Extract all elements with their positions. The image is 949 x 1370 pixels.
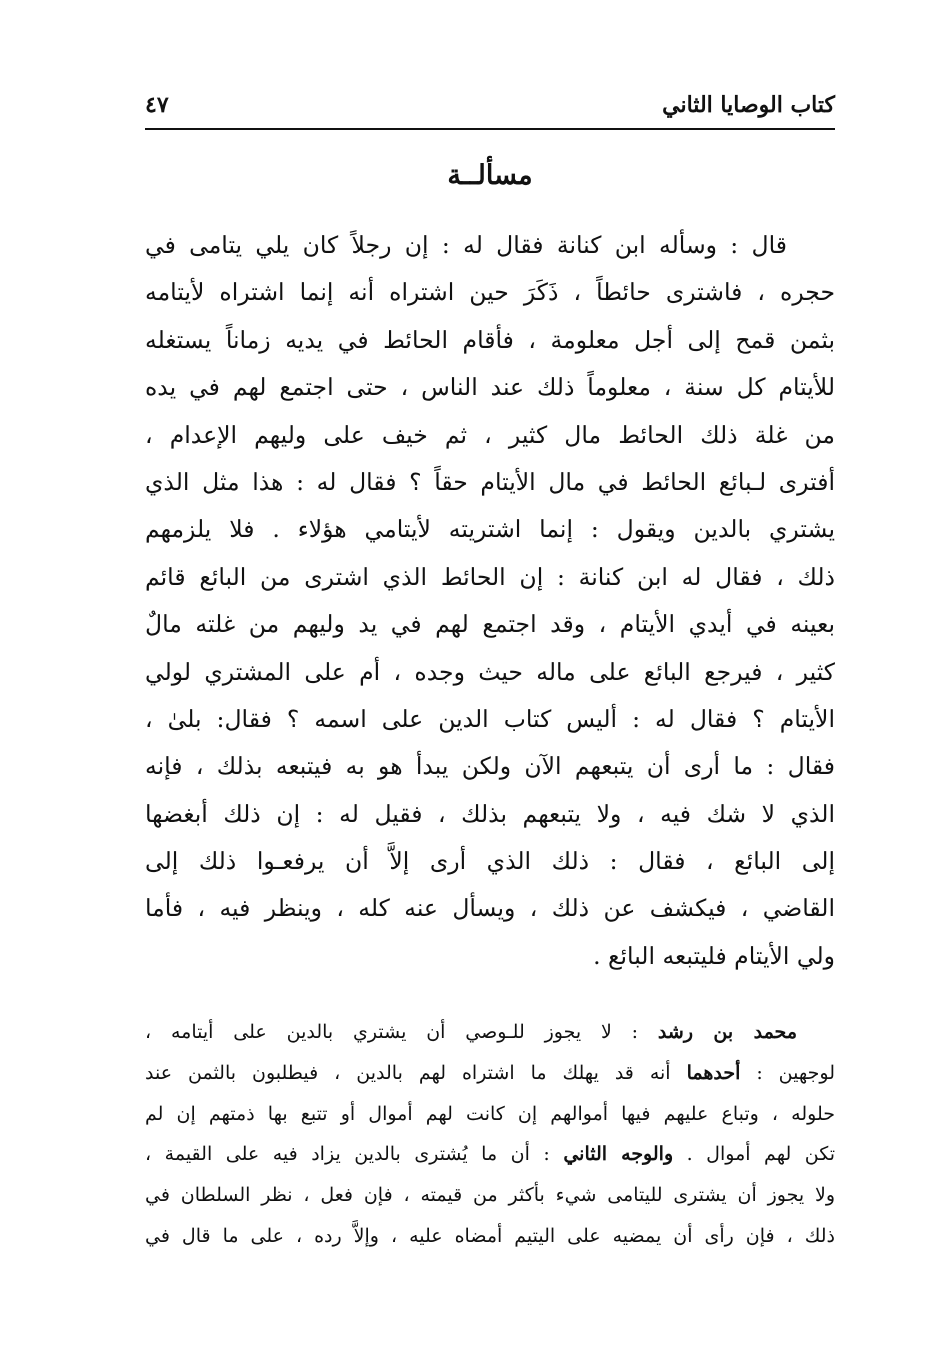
commentary-text: أنه قد يهلك ما اشتراه لهم بالدين ، فيطلبون بالثمن عند (145, 1061, 687, 1084)
running-header (145, 88, 835, 130)
text-line: حجره ، فاشترى حائطاً ، ذَكَرَ حين اشتراه أنه إنما اشتراه لأيتامه (145, 278, 835, 307)
text-line: القاضي ، فيكشف عن ذلك ، ويسأل عنه كله ، وينظر فيه ، فأما (145, 894, 835, 923)
commentary-line: ذلك ، فإن رأى أن يمضيه على اليتيم أمضاه عليه ، وإلاَّ رده ، على ما قال في (145, 1224, 835, 1247)
section-title: مسألــة (447, 160, 533, 191)
commentary-text: : لا يجوز للـوصي أن يشتري بالدين على أيتامه ، (145, 1021, 658, 1043)
commentary (145, 1012, 835, 1257)
commentary-text: تكن لهم أموال . (673, 1143, 835, 1166)
text-line: كثير ، فيرجع البائع على ماله حيث وجده ، أم على المشتري لولي (145, 657, 835, 686)
commentary-text: لوجهين : (740, 1061, 835, 1084)
text-line: من غلة ذلك الحائط مال كثير ، ثم خيف على وليهم الإعدام ، (145, 420, 835, 449)
commentary-line (145, 1053, 835, 1094)
commentary-line (145, 1134, 835, 1175)
text-line: فقال : ما أرى أن يتبعهم الآن ولكن يبدأ هو به فيتبعه بذلك ، فإنه (145, 752, 835, 781)
commentary-line: ولا يجوز أن يشترى لليتامى شيء بأكثر من قيمته ، فإن فعل ، نظر السلطان في (145, 1184, 835, 1207)
commentary-line (145, 1012, 835, 1053)
text-line: يشتري بالدين ويقول : إنما اشتريته لأيتامي هؤلاء . فلا يلزمهم (145, 515, 835, 544)
commentary-author: محمد بن رشد (657, 1021, 797, 1043)
page-number: ٤٧ (145, 92, 169, 118)
book-title: كتاب الوصايا الثاني (662, 92, 835, 118)
commentary-emphasis: والوجه الثاني (563, 1143, 674, 1166)
commentary-line: حلوله ، وتباع عليهم فيها أموالهم إن كانت لهم أموال أو تتبع بها ذمتهم إن لم (145, 1102, 835, 1125)
text-line: ولي الأيتام فليتبعه البائع . (593, 941, 835, 970)
text-line: ذلك ، فقال له ابن كنانة : إن الحائط الذي اشترى من البائع قائم (145, 562, 835, 591)
text-line: بعينه في أيدي الأيتام ، وقد اجتمع لهم في يد وليهم من غلته مالٌ (145, 610, 835, 639)
commentary-emphasis: أحدهما (686, 1061, 741, 1084)
text-line: بثمن قمح إلى أجل معلومة ، فأقام الحائط في يديه زماناً يستغله (145, 325, 835, 354)
main-text (145, 222, 835, 980)
text-line: أفترى لـبائع الحائط في مال الأيتام حقاً ؟ فقال له : هذا مثل الذي (145, 467, 835, 496)
text-line: الذي لا شك فيه ، ولا يتبعهم بذلك ، فقيل له : إن ذلك أبغضها (145, 799, 835, 828)
text-line: قال : وسأله ابن كنانة فقال له : إن رجلاً كان يلي يتامى في (145, 231, 787, 259)
text-line: الأيتام ؟ فقال له : أليس كتاب الدين على اسمه ؟ فقال: بلىٰ ، (145, 704, 835, 733)
text-line: للأيتام كل سنة ، معلوماً ذلك عند الناس ، حتى اجتمع لهم في يده (145, 373, 835, 402)
text-line: إلى البائع ، فقال : ذلك الذي أرى إلاَّ أن يرفعـوا ذلك إلى (145, 847, 835, 876)
commentary-text: : أن ما يُشترى بالدين يزاد فيه على القيمة ، (145, 1143, 564, 1166)
